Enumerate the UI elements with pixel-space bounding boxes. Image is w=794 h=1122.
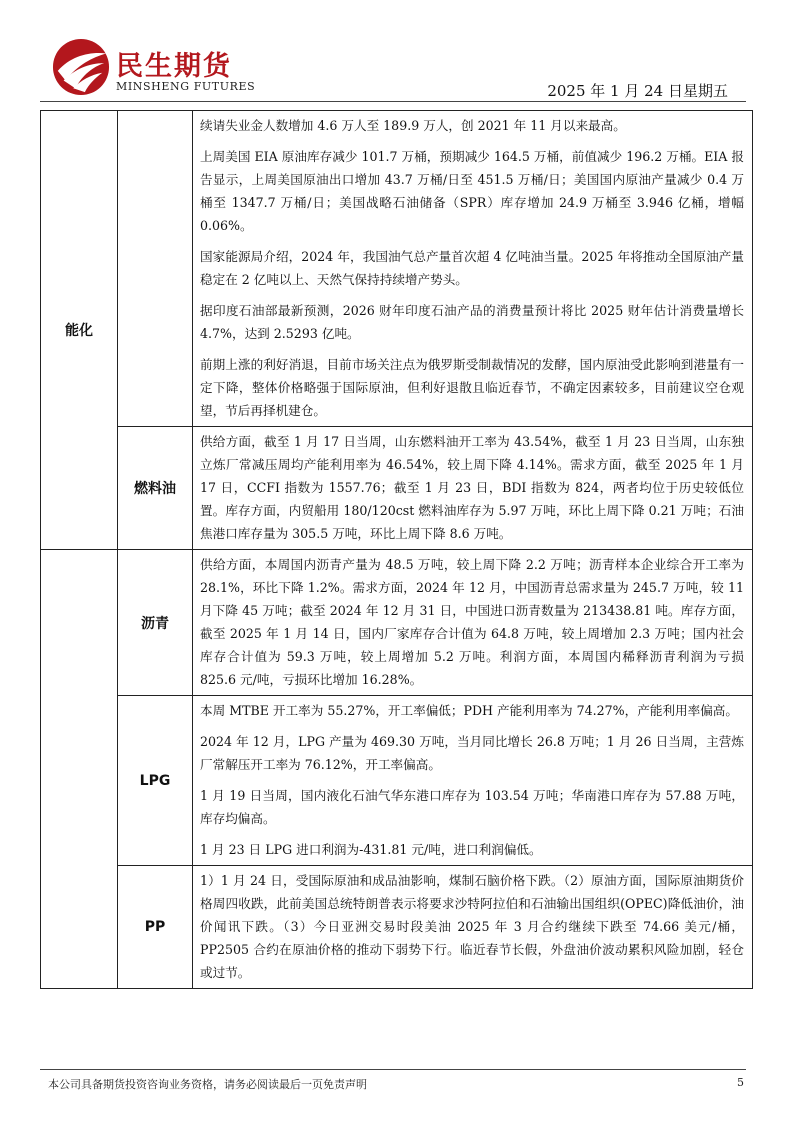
footer-divider xyxy=(40,1069,746,1070)
asphalt-content-cell xyxy=(193,550,753,696)
minsheng-logo-icon xyxy=(52,38,110,96)
subcategory-asphalt: 沥青 xyxy=(118,550,193,696)
table-row xyxy=(41,550,753,696)
table-row xyxy=(41,427,753,550)
table-row xyxy=(41,866,753,989)
paragraph: 本周 MTBE 开工率为 55.27%，开工率偏低；PDH 产能利用率为 74.27%，产能利用率偏高。 xyxy=(200,703,738,718)
category-blank-cell xyxy=(41,550,118,989)
paragraph: 续请失业金人数增加 4.6 万人至 189.9 万人，创 2021 年 11 月以来最高。 xyxy=(200,118,626,133)
pp-content-cell xyxy=(193,866,753,989)
subcategory-blank-cell xyxy=(118,111,193,427)
paragraph: 国家能源局介绍，2024 年，我国油气总产量首次超 4 亿吨油当量。2025 年将推动全国原油产量稳定在 2 亿吨以上、天然气保持持续增产势头。 xyxy=(200,249,744,287)
fuel-oil-content-cell xyxy=(193,427,753,550)
report-date: 2025 年 1 月 24 日星期五 xyxy=(547,82,728,100)
table-row xyxy=(41,696,753,866)
brand-name-en: MINSHENG FUTURES xyxy=(116,80,256,93)
paragraph: 前期上涨的利好消退，目前市场关注点为俄罗斯受制裁情况的发酵，国内原油受此影响到港量有一定下降，整体价格略强于国际原油，但利好退散且临近春节，不确定因素较多，目前建议空仓观望，节后再择机建仓。 xyxy=(200,357,744,418)
paragraph: 1）1 月 24 日，受国际原油和成品油影响，煤制石脑价格下跌。（2）原油方面，国际原油期货价格周四收跌，此前美国总统特朗普表示将要求沙特阿拉伯和石油输出国组织(OPEC)降低油价，油价闻讯下跌。（3）今日亚洲交易时段美油 2025 年 3 月合约继续下跌至 74.66 美元/桶，PP2505 合约在原油价格的推动下弱势下行。临近春节长假，外盘油价波动累积风险加剧，轻仓或过节。 xyxy=(200,873,744,980)
paragraph: 2024 年 12 月，LPG 产量为 469.30 万吨，当月同比增长 26.8 万吨；1 月 26 日当周，主营炼厂常解压开工率为 76.12%，开工率偏高。 xyxy=(200,734,744,772)
footer-disclaimer: 本公司具备期货投资咨询业务资格，请务必阅读最后一页免责声明 xyxy=(48,1078,367,1091)
paragraph: 1 月 19 日当周，国内液化石油气华东港口库存为 103.54 万吨；华南港口库存为 57.88 万吨，库存均偏高。 xyxy=(200,788,744,826)
energy-content-cell xyxy=(193,111,753,427)
subcategory-pp: PP xyxy=(118,866,193,989)
paragraph: 供给方面，本周国内沥青产量为 48.5 万吨，较上周下降 2.2 万吨；沥青样本企业综合开工率为 28.1%，环比下降 1.2%。需求方面，2024 年 12 月，中国沥青总需求量为 245.7 万吨，较 11 月下降 45 万吨；截至 2024 年 12 月 31 日，中国进口沥青数量为 213438.81 吨。库存方面，截至 2025 年 1 月 14 日，国内厂家库存合计值为 64.8 万吨，较上周增加 2.3 万吨；国内社会库存合计值为 59.3 万吨，较上周增加 5.2 万吨。利润方面，本周国内稀释沥青利润为亏损 825.6 元/吨，亏损环比增加 16.28%。 xyxy=(200,557,744,687)
subcategory-fuel-oil: 燃料油 xyxy=(118,427,193,550)
paragraph: 上周美国 EIA 原油库存减少 101.7 万桶，预期减少 164.5 万桶，前值减少 196.2 万桶。EIA 报告显示，上周美国原油出口增加 43.7 万桶/日至 451.5 万桶/日；美国国内原油产量减少 0.4 万桶至 1347.7 万桶/日；美国战略石油储备（SPR）库存增加 24.9 万桶至 3.946 亿桶，增幅 0.06%。 xyxy=(200,149,744,233)
brand-name-cn: 民生期货 xyxy=(116,51,232,82)
paragraph: 据印度石油部最新预测，2026 财年印度石油产品的消费量预计将比 2025 财年估计消费量增长 4.7%，达到 2.5293 亿吨。 xyxy=(200,303,744,341)
category-energy-cell: 能化 xyxy=(41,111,118,550)
paragraph: 1 月 23 日 LPG 进口利润为-431.81 元/吨，进口利润偏低。 xyxy=(200,842,542,857)
lpg-content-cell xyxy=(193,696,753,866)
subcategory-lpg: LPG xyxy=(118,696,193,866)
table-row xyxy=(41,111,753,427)
page-number: 5 xyxy=(737,1076,744,1089)
commodity-table xyxy=(40,110,753,989)
header-divider xyxy=(40,101,746,102)
paragraph: 供给方面，截至 1 月 17 日当周，山东燃料油开工率为 43.54%，截至 1 月 23 日当周，山东独立炼厂常减压周均产能利用率为 46.54%，较上周下降 4.14%。需求方面，截至 2025 年 1 月 17 日，CCFI 指数为 1557.76；截至 1 月 23 日，BDI 指数为 824，两者均位于历史较低位置。库存方面，内贸船用 180/120cst 燃料油库存为 5.97 万吨，环比上周下降 0.21 万吨；石油焦港口库存量为 305.5 万吨，环比上周下降 8.6 万吨。 xyxy=(200,434,744,541)
